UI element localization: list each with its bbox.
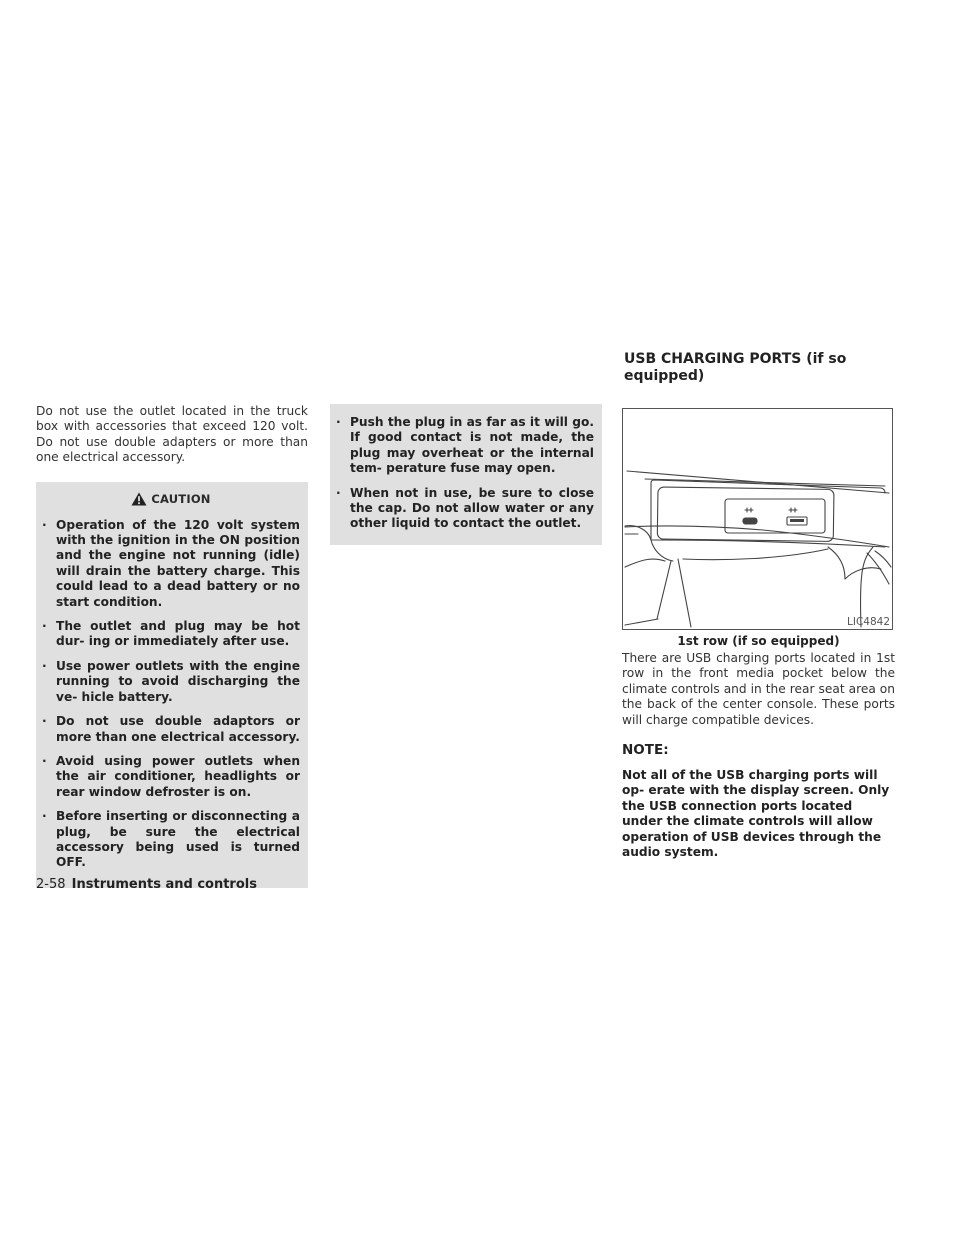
warning-triangle-icon <box>131 492 147 506</box>
caution-box <box>36 482 308 888</box>
middle-column <box>330 404 602 545</box>
usb-ports-illustration <box>623 409 892 629</box>
caution-list-continued <box>336 415 594 532</box>
right-column <box>622 351 895 860</box>
list-item: · Before inserting or disconnecting a plug, be sure the electrical accessory being used is turned OFF. <box>42 809 300 870</box>
left-column <box>36 404 308 888</box>
list-item: · Push the plug in as far as it will go. If good contact is not made, the plug may overheat or the internal tem- perature fuse may open. <box>336 415 594 476</box>
usb-body-paragraph: There are USB charging ports located in 1st row in the front media pocket below the climate controls and in the rear seat area on the back of the center console. These ports will charge compatible devices. <box>622 651 895 727</box>
caution-label: CAUTION <box>151 491 211 506</box>
figure-caption: 1st row (if so equipped) <box>677 634 840 648</box>
caution-header <box>42 492 300 506</box>
section-title: USB CHARGING PORTS (if so equipped) <box>624 351 847 384</box>
page-footer <box>36 877 257 892</box>
note-label: NOTE: <box>622 742 669 759</box>
chapter-title: Instruments and controls <box>71 877 257 892</box>
note-text: Not all of the USB charging ports will op- erate with the display screen. Only the USB connection ports located under the climate controls will allow operation of USB devices through the audio system. <box>622 768 890 860</box>
intro-paragraph: Do not use the outlet located in the truck box with accessories that exceed 120 volt. Do not use double adapters or more than one electrical accessory. <box>36 404 308 465</box>
page-number: 2-58 <box>36 877 66 892</box>
list-item: · Do not use double adaptors or more than one electrical accessory. <box>42 714 300 744</box>
list-item: · When not in use, be sure to close the cap. Do not allow water or any other liquid to contact the outlet. <box>336 485 594 531</box>
caution-box-continued <box>330 404 602 545</box>
list-item: · The outlet and plug may be hot dur- ing or immediately after use. <box>42 619 300 649</box>
list-item: · Avoid using power outlets when the air conditioner, headlights or rear window defroster is on. <box>42 753 300 799</box>
figure-code: LIC4842 <box>847 616 890 628</box>
list-item: · Operation of the 120 volt system with the ignition in the ON position and the engine not running (idle) will drain the battery charge. This could lead to a dead battery or no start condition. <box>42 517 300 609</box>
usb-ports-figure <box>622 408 893 630</box>
caution-list <box>42 518 300 871</box>
list-item: · Use power outlets with the engine running to avoid discharging the ve- hicle battery. <box>42 658 300 704</box>
